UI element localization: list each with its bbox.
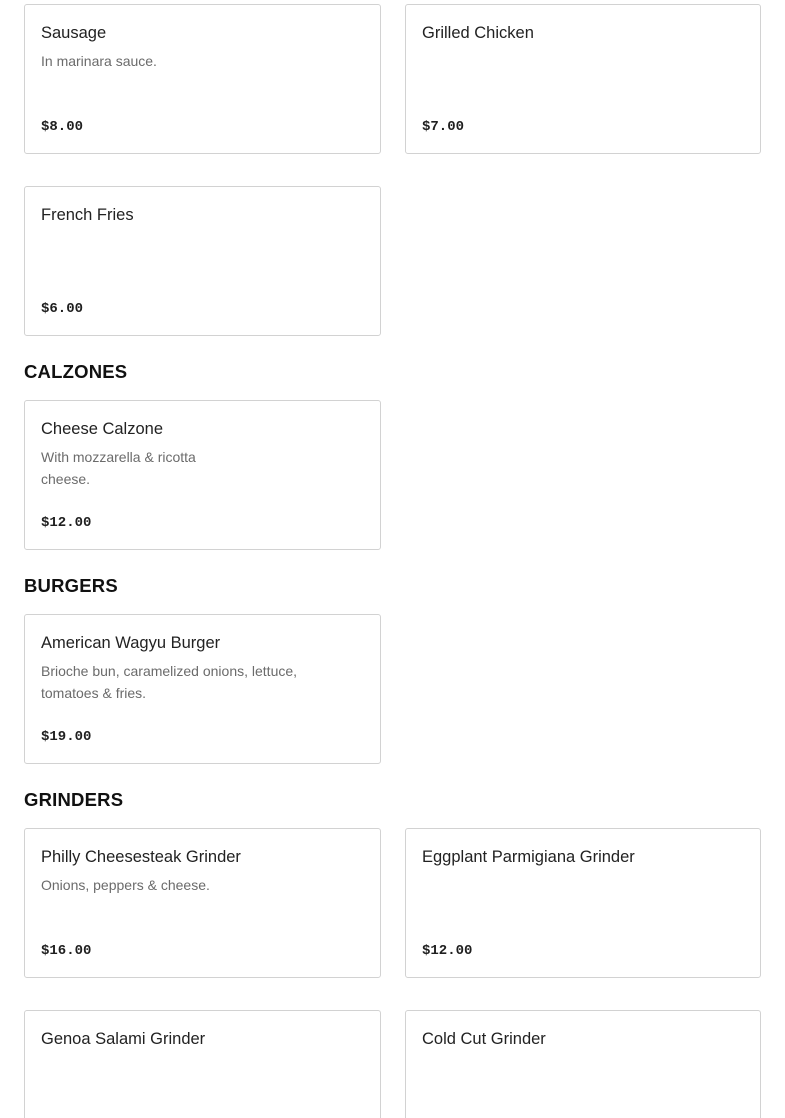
menu-item-price: $8.00 [41, 119, 84, 135]
menu-item-card-american-wagyu-burger[interactable] [24, 614, 381, 764]
menu-item-card-cheese-calzone[interactable] [24, 400, 381, 550]
menu-item-price: $19.00 [41, 729, 92, 745]
menu-item-description: In marinara sauce. [41, 53, 157, 69]
menu-item-name: Sausage [41, 24, 107, 42]
menu-item-description: Brioche bun, caramelized onions, lettuce, tomatoes & fries. [41, 663, 298, 701]
menu-item-card-eggplant-parmigiana-grinder[interactable] [405, 828, 761, 978]
menu-item-name: French Fries [41, 206, 134, 224]
menu-item-name: Philly Cheesesteak Grinder [41, 848, 241, 866]
menu-item-card-grilled-chicken[interactable] [405, 4, 761, 154]
section-title-burgers: BURGERS [24, 575, 118, 596]
menu-item-name: Eggplant Parmigiana Grinder [422, 848, 635, 866]
menu-item-card-cold-cut-grinder[interactable] [405, 1010, 761, 1118]
menu-item-name: American Wagyu Burger [41, 634, 221, 652]
menu-item-card-french-fries[interactable] [24, 186, 381, 336]
menu-item-price: $12.00 [41, 515, 92, 531]
menu-item-description: Onions, peppers & cheese. [41, 877, 210, 893]
menu-item-card-sausage[interactable] [24, 4, 381, 154]
menu-item-name: Genoa Salami Grinder [41, 1030, 206, 1048]
menu-item-price: $6.00 [41, 301, 84, 317]
menu-item-card-philly-cheesesteak-grinder[interactable] [24, 828, 381, 978]
menu-item-card-genoa-salami-grinder[interactable] [24, 1010, 381, 1118]
menu-item-name: Grilled Chicken [422, 24, 534, 42]
menu-item-name: Cheese Calzone [41, 420, 163, 438]
menu-item-description: With mozzarella & ricotta cheese. [41, 449, 196, 487]
menu-item-name: Cold Cut Grinder [422, 1030, 546, 1048]
menu-item-price: $16.00 [41, 943, 92, 959]
menu-item-price: $12.00 [422, 943, 473, 959]
menu-item-price: $7.00 [422, 119, 465, 135]
section-title-calzones: CALZONES [24, 361, 128, 382]
section-title-grinders: GRINDERS [24, 789, 124, 810]
